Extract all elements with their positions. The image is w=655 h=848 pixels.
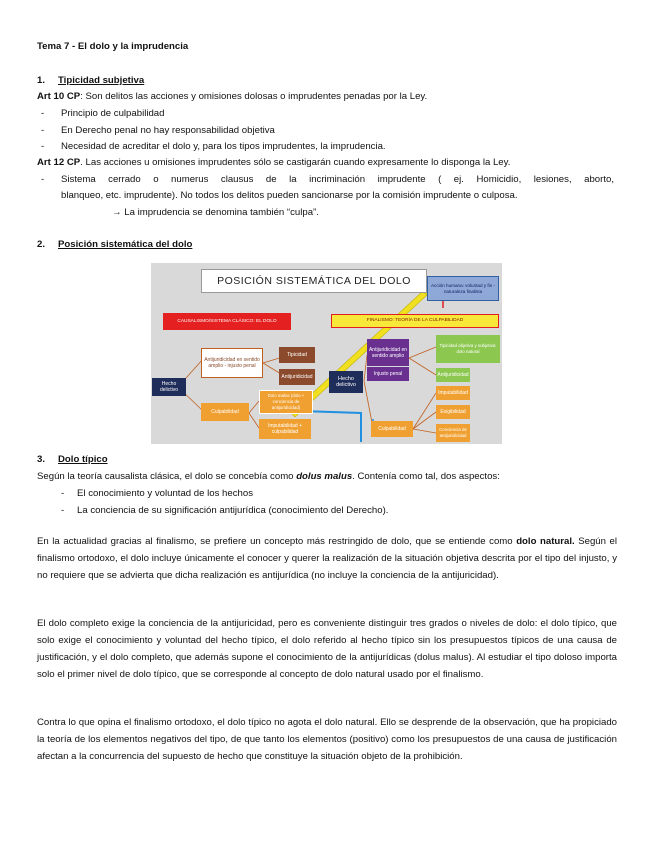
hecho-delictivo-causal: Hecho delictivo: [152, 378, 186, 396]
art-12-text: . Las acciones u omisiones imprudentes sólo se castigarán cuando expresamente lo disponga la Ley.: [80, 157, 511, 168]
dolo-malus-box: Dolo malus (dolo + conciencia de antijuridicidad): [259, 390, 313, 414]
section-1-heading: Tipicidad subjetiva: [58, 75, 145, 86]
bullet-dash: -: [61, 505, 65, 516]
exigibilidad-box: Conciencia de antijuridicidad: [436, 424, 470, 442]
diagram-title: POSICIÓN SISTEMÁTICA DEL DOLO: [201, 269, 427, 293]
list-item-continued: blanqueo, etc. imprudente). No todos los delitos pueden sancionarse por la comisión imprudente o culposa.: [61, 190, 518, 201]
culpabilidad-finalista: Culpabilidad: [371, 421, 413, 437]
dolus-malus-term: dolus malus: [296, 471, 353, 482]
imputabilidad-finalista: Imputabilidad: [436, 386, 470, 400]
intro-text: Según la teoría causalista clásica, el dolo se concebía como: [37, 471, 297, 482]
connector-line: [409, 347, 436, 358]
bullet-dash: -: [61, 488, 65, 499]
paragraph-text: Según el finalismo ortodoxo, el dolo incluye únicamente el conocer y querer la realización de la situación objetiva descrita por el tipo del injusto, y no requiere que se advierta que dicha realización es antijurídica (no incluye la conciencia de la antijuricidad).: [37, 536, 618, 581]
paragraph-dolo-natural: [37, 533, 617, 584]
connector-line: [409, 358, 436, 375]
arrow-note: → La imprudencia se denomina también “culpa”.: [112, 207, 319, 218]
list-item: En Derecho penal no hay responsabilidad objetiva: [61, 125, 275, 136]
section-3-intro: [37, 470, 500, 483]
dolo-natural-term: dolo natural.: [516, 536, 575, 547]
section-3-number: 3.: [37, 454, 46, 465]
antijuridicidad-amplio-causal: Antijuridicidad en sentido amplio - injusto penal: [201, 348, 263, 378]
culpabilidad-causal: Culpabilidad: [201, 403, 249, 421]
accion-finalista-box: Acción humana: voluntad y fin - naturaleza finalista: [427, 276, 499, 301]
document-title: Tema 7 - El dolo y la imprudencia: [37, 41, 189, 52]
list-item: Principio de culpabilidad: [61, 108, 165, 119]
art-12-line: [37, 156, 510, 169]
section-2-heading: Posición sistemática del dolo: [58, 239, 193, 250]
art-12-label: Art 12 CP: [37, 157, 81, 168]
list-item: Sistema cerrado o numerus clausus de la incriminación imprudente ( ej. Homicidio, lesiones, aborto,: [61, 174, 614, 185]
art-10-label: Art 10 CP: [37, 91, 81, 102]
finalismo-label: FINALISMO: TEORÍA DE LA CULPABILIDAD: [331, 314, 499, 328]
connector-line: [413, 429, 436, 433]
bullet-dash: -: [41, 108, 45, 119]
connector-line: [249, 401, 259, 413]
bullet-dash: -: [41, 141, 45, 152]
intro-text-end: . Contenía como tal, dos aspectos:: [352, 471, 500, 482]
art-10-line: [37, 90, 427, 103]
paragraph-text: Contra lo que opina el finalismo ortodoxo, el dolo típico no agota el dolo natural. Ello se desprende de la observación, que ha propiciado la teoría de los elementos negativos del tipo, de que tanto los elementos (positivo) como los presupuestos de una causa de justificación afectan a la concurrencia del supuesto de hecho que constituye la situación objeto de la prohibición.: [37, 717, 617, 762]
tipicidad-causal: Tipicidad: [279, 347, 315, 363]
list-item: La conciencia de su significación antijurídica (conocimiento del Derecho).: [77, 505, 389, 516]
causalismo-label: CAUSALISMO/SISTEMA CLÁSICO: EL DOLO: [163, 313, 291, 330]
paragraph-finalismo-ortodoxo: [37, 714, 617, 765]
antijuridicidad-finalista: Antijuridicidad: [436, 368, 470, 382]
antijuridicidad-causal: Antijuridicidad: [279, 369, 315, 385]
list-item: Necesidad de acreditar el dolo y, para los tipos imprudentes, la imprudencia.: [61, 141, 386, 152]
bullet-dash: -: [41, 174, 45, 185]
section-1-number: 1.: [37, 75, 46, 86]
tipicidad-dolo-natural-box: Tipicidad objetiva y subjetiva: dolo natural: [436, 335, 500, 363]
hecho-delictivo-finalista: Hecho delictivo: [329, 371, 363, 393]
connector-line: [249, 413, 259, 428]
connector-line: [413, 412, 436, 429]
art-10-text: : Son delitos las acciones y omisiones dolosas o imprudentes penadas por la Ley.: [80, 91, 428, 102]
paragraph-text: En la actualidad gracias al finalismo, se prefiere un concepto más restringido de dolo, que se entiende como: [37, 536, 517, 547]
list-item: El conocimiento y voluntad de los hechos: [77, 488, 253, 499]
conciencia-antijuridicidad: Exigibilidad: [436, 405, 470, 419]
injusto-penal-box: Injusto penal: [367, 367, 409, 381]
section-3-heading: Dolo típico: [58, 454, 108, 465]
bullet-dash: -: [41, 125, 45, 136]
antijuridicidad-amplio-finalista: Antijuridicidad en sentido amplio: [367, 339, 409, 366]
paragraph-text: El dolo completo exige la conciencia de la antijuricidad, pero es conveniente distinguir tres grados o niveles de dolo: el dolo típico, que solo exige el conocimiento y voluntad del hecho típico, el dolo referido al hecho típico sin los presupuestos típicos de una causa de justificación, y el dolo completo, que además supone el conocimiento de la antijurídicas (dolus malus). Al estudiar el tipo doloso importa solo el primer nivel de dolo típico, que se corresponde al concepto de dolo natural usado por el finalismo.: [37, 618, 617, 680]
section-2-number: 2.: [37, 239, 46, 250]
paragraph-dolo-completo: [37, 615, 617, 683]
dolo-position-diagram: [151, 263, 502, 444]
imputabilidad-causal: Imputabilidad + culpabilidad: [259, 419, 311, 439]
connector-line: [413, 393, 436, 429]
